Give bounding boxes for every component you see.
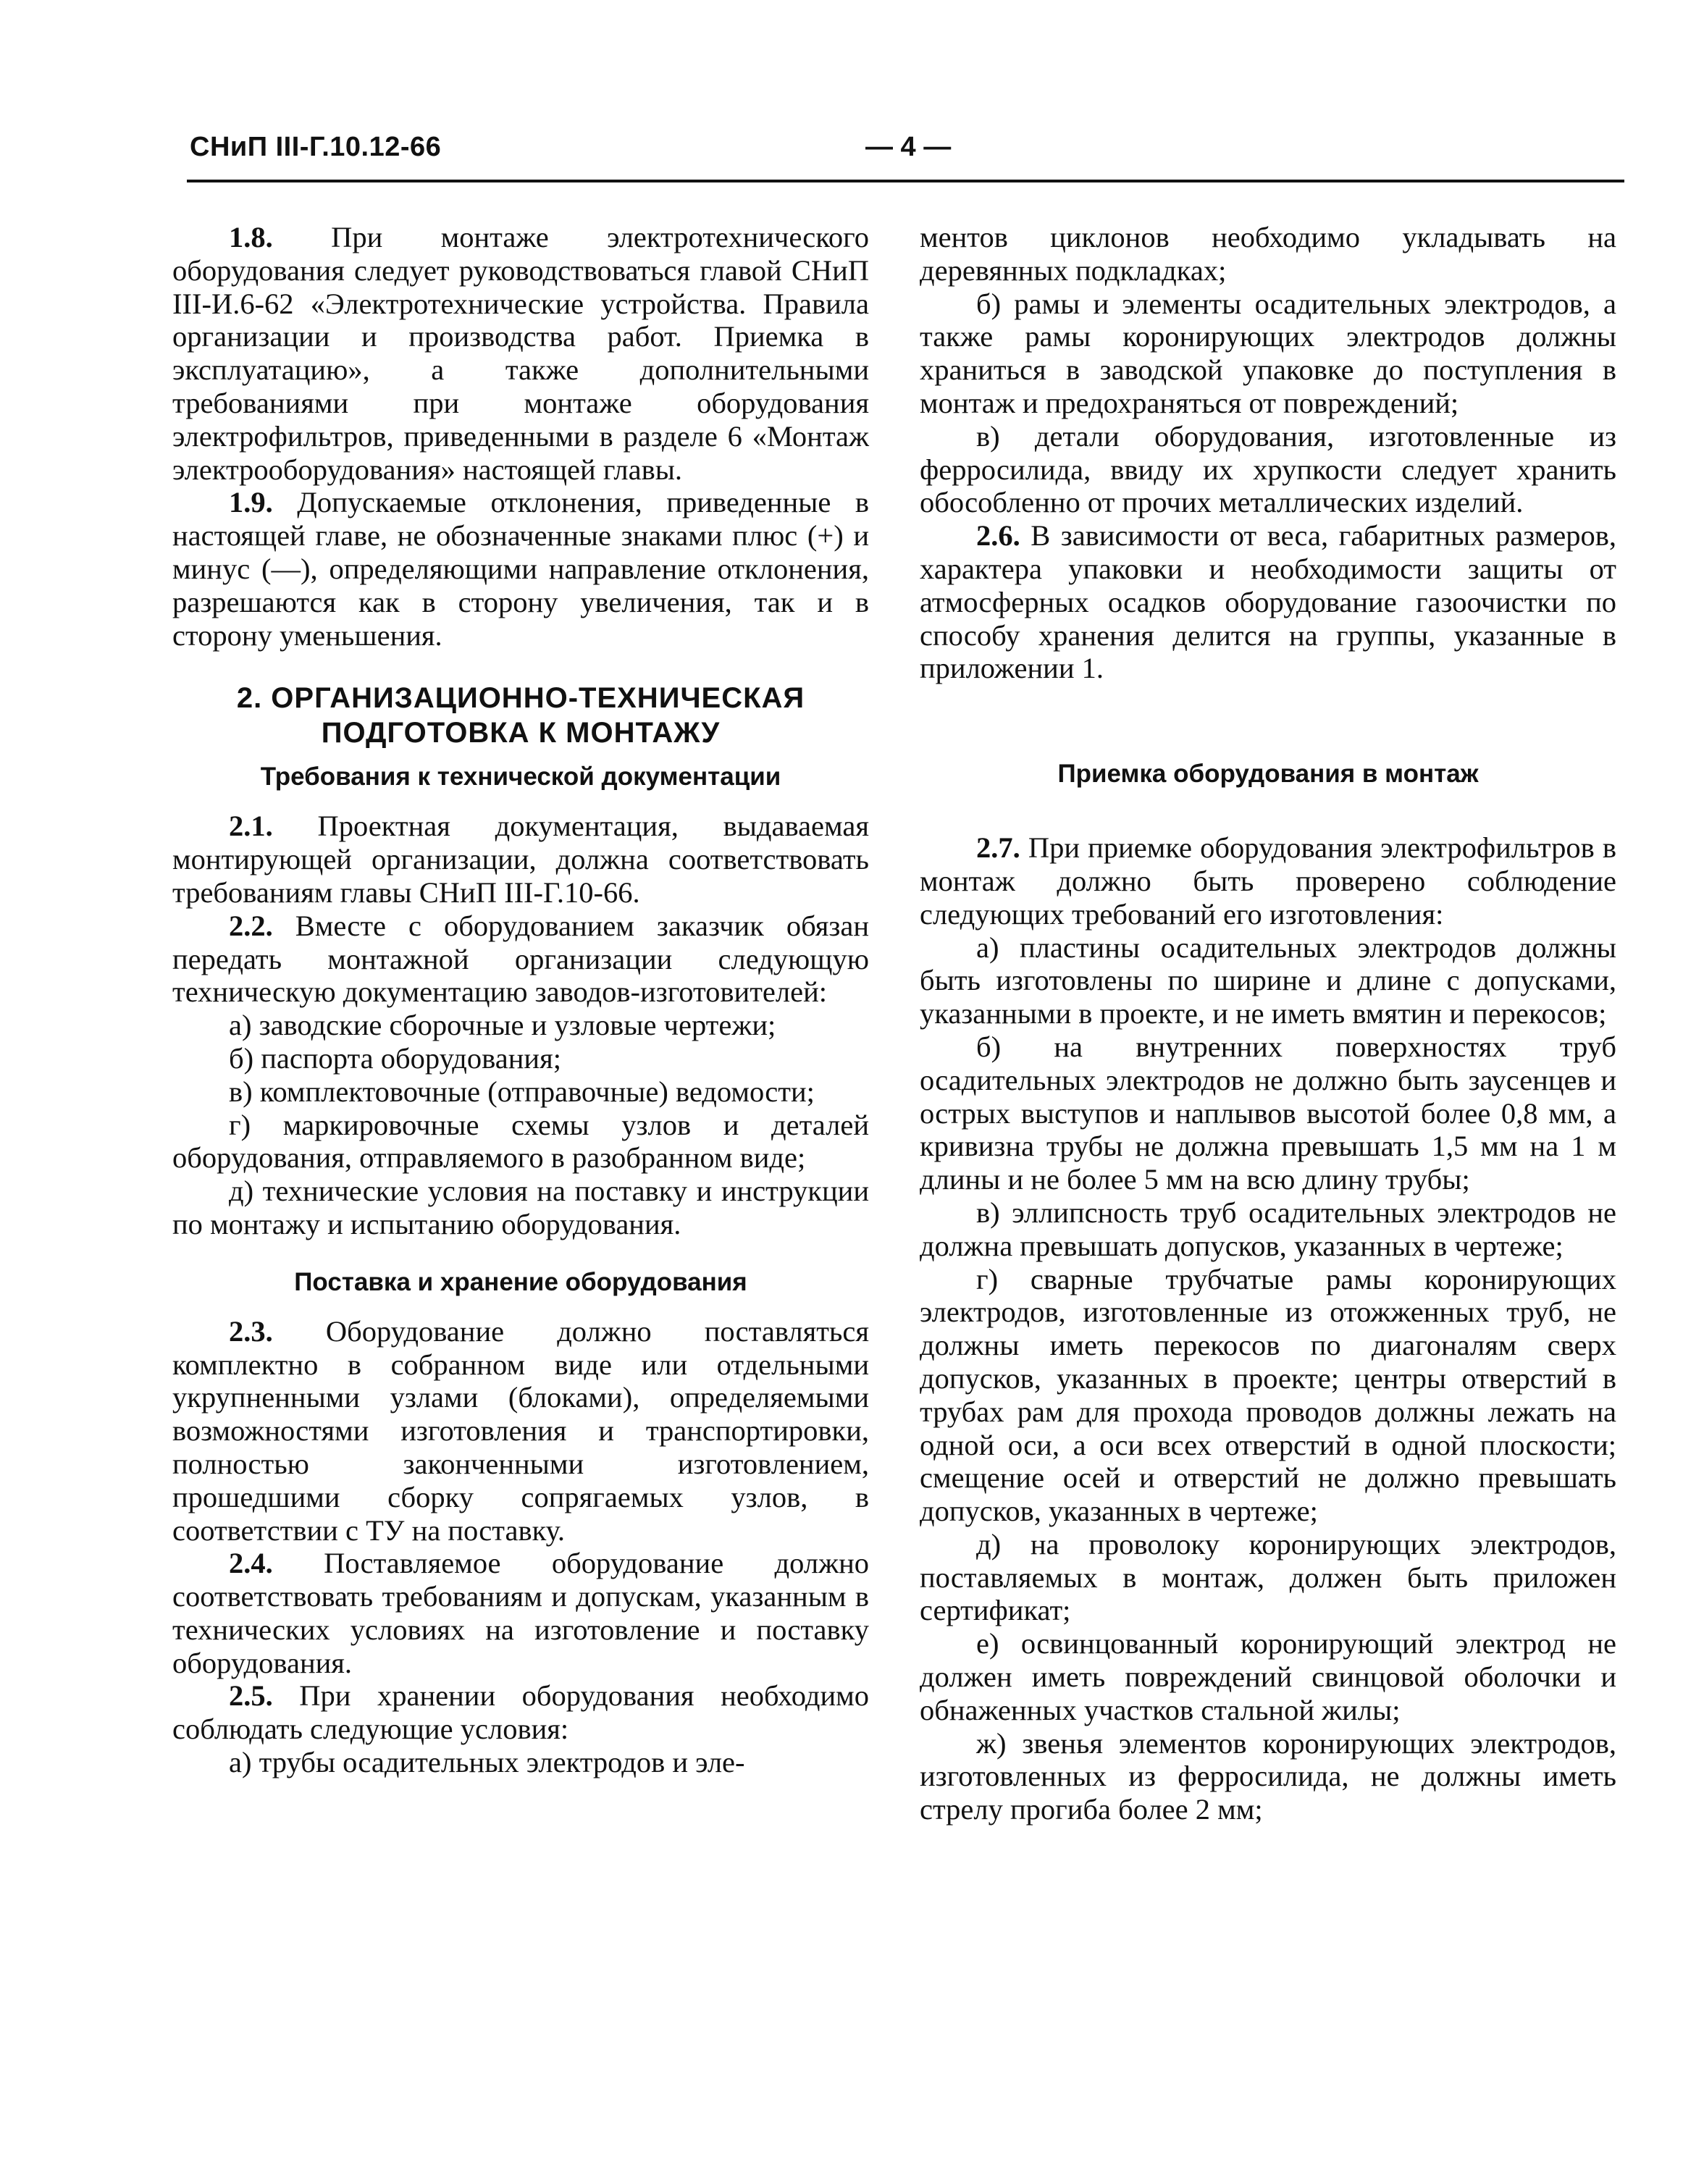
list-item: б) на внутренних поверхностях труб осадительных электродов не должно быть заусенцев и острых выступов и наплывов высотой более 0,8 мм, а кривизна трубы не должна превышать 1,5 мм на 1 м длины и не более 5 мм на всю длину трубы; [920,1030,1616,1196]
header-rule [187,180,1624,182]
list-item: д) технические условия на поставку и инструкции по монтажу и испытанию оборудования. [172,1175,869,1240]
list-item: ж) звенья элементов коронирующих электродов, изготовленных из ферросилида, не должны иметь стрелу прогиба более 2 мм; [920,1726,1616,1826]
paragraph-number: 1.9. [229,486,273,519]
paragraph-2-7 [920,831,1616,931]
subsection-title-supply: Поставка и хранение оборудования [294,1267,747,1296]
list-item: д) на проволоку коронирующих электродов, поставляемых в монтаж, должен быть приложен сертификат; [920,1527,1616,1627]
list-item: в) комплектовочные (отправочные) ведомости; [229,1075,815,1108]
paragraph-number: 2.2. [229,909,273,942]
section-title-line-2: ПОДГОТОВКА К МОНТАЖУ [321,717,721,749]
subsection-title-docs: Требования к технической документации [260,763,781,791]
list-item-continuation: ментов циклонов необходимо укладывать на деревянных подкладках; [920,221,1616,287]
document-code: СНиП III-Г.10.12-66 [190,132,442,162]
list-item: г) маркировочные схемы узлов и деталей оборудования, отправляемого в разобранном виде; [172,1108,869,1175]
paragraph-text: Проектная документация, выдаваемая монтирующей организации, должна соответствовать требованиям главы СНиП III-Г.10-66. [172,810,869,909]
subsection-title-acceptance: Приемка оборудования в монтаж [1057,760,1479,789]
list-item: а) пластины осадительных электродов должны быть изготовлены по ширине и длине с допусками, указанными в проекте, и не иметь вмятин и перекосов; [920,931,1616,1030]
paragraph-text: В зависимости от веса, габаритных размеров, характера упаковки и необходимости защиты от атмосферных осадков оборудование газоочистки по способу хранения делится на группы, указанные в приложении 1. [920,519,1616,685]
paragraph-number: 2.7. [976,831,1020,865]
paragraph-text: При приемке оборудования электрофильтров в монтаж должно быть проверено соблюдение следующих требований его изготовления: [920,831,1616,931]
paragraph-text: Допускаемые отклонения, приведенные в настоящей главе, не обозначенные знаками плюс (+) и минус (—), определяющими направление отклонения, разрешаются как в сторону увеличения, так и в сторону уменьшения. [172,486,869,652]
list-item: а) трубы осадительных электродов и эле- [229,1746,745,1779]
paragraph-2-2 [172,910,869,1009]
section-title [172,681,869,750]
page-number: — 4 — [865,132,952,162]
right-column [920,221,1616,1826]
paragraph-text: При монтаже электротехнического оборудования следует руководствоваться главой СНиП III-И.6-62 «Электротехнические устройства. Правила организации и производства работ. Приемка в эксплуатацию», а также дополнительными требованиями при монтаже оборудования электрофильтров, приведенными в разделе 6 «Монтаж электрооборудования» настоящей главы. [172,221,869,486]
list-item: в) эллипсность труб осадительных электродов не должна превышать допусков, указанных в чертеже; [920,1196,1616,1262]
list-item: г) сварные трубчатые рамы коронирующих электродов, изготовленные из отожженных труб, не должны иметь перекосов по диагоналям сверх допусков, указанных в проекте; центры отверстий в трубах рам для прохода проводов должны лежать на одной оси, а оси всех отверстий в одной плоскости; смещение осей и отверстий не должно превышать допусков, указанных в чертеже; [920,1262,1616,1528]
paragraph-number: 1.8. [229,221,273,253]
paragraph-number: 2.5. [229,1679,273,1713]
paragraph-2-1 [172,810,869,909]
paragraph-2-6 [920,519,1616,685]
list-item: а) заводские сборочные и узловые чертежи; [229,1009,776,1042]
paragraph-2-5 [172,1679,869,1746]
paragraph-2-4 [172,1547,869,1679]
paragraph-number: 2.4. [229,1547,273,1580]
paragraph-text: При хранении оборудования необходимо соблюдать следующие условия: [172,1679,869,1746]
paragraph-text: Оборудование должно поставляться комплектно в собранном виде или отдельными укрупненными узлами (блоками), определяемыми возможностями изготовления и транспортировки, полностью законченными изготовлением, прошедшими сборку сопрягаемых узлов, в соответствии с ТУ на поставку. [172,1314,869,1547]
paragraph-2-3 [172,1315,869,1547]
paragraph-number: 2.1. [229,810,273,843]
paragraph-text: Вместе с оборудованием заказчик обязан передать монтажной организации следующую техническую документацию заводов-изготовителей: [172,909,869,1009]
left-column [172,221,869,1779]
list-item: в) детали оборудования, изготовленные из ферросилида, ввиду их хрупкости следует хранить обособленно от прочих металлических изделий. [920,419,1616,519]
paragraph-number: 2.3. [229,1314,273,1348]
paragraph-1-9 [172,486,869,652]
list-item: б) паспорта оборудования; [229,1041,561,1075]
paragraph-text: Поставляемое оборудование должно соответствовать требованиям и допускам, указанным в технических условиях на изготовление и поставку оборудования. [172,1547,869,1679]
paragraph-1-8 [172,221,869,486]
list-item: е) освинцованный коронирующий электрод не должен иметь повреждений свинцовой оболочки и обнаженных участков стальной жилы; [920,1627,1616,1726]
section-title-line-1: 2. ОРГАНИЗАЦИОННО-ТЕХНИЧЕСКАЯ [236,682,805,715]
list-item: б) рамы и элементы осадительных электродов, а также рамы коронирующих электродов должны храниться в заводской упаковке до поступления в монтаж и предохраняться от повреждений; [920,287,1616,419]
paragraph-number: 2.6. [976,519,1020,553]
